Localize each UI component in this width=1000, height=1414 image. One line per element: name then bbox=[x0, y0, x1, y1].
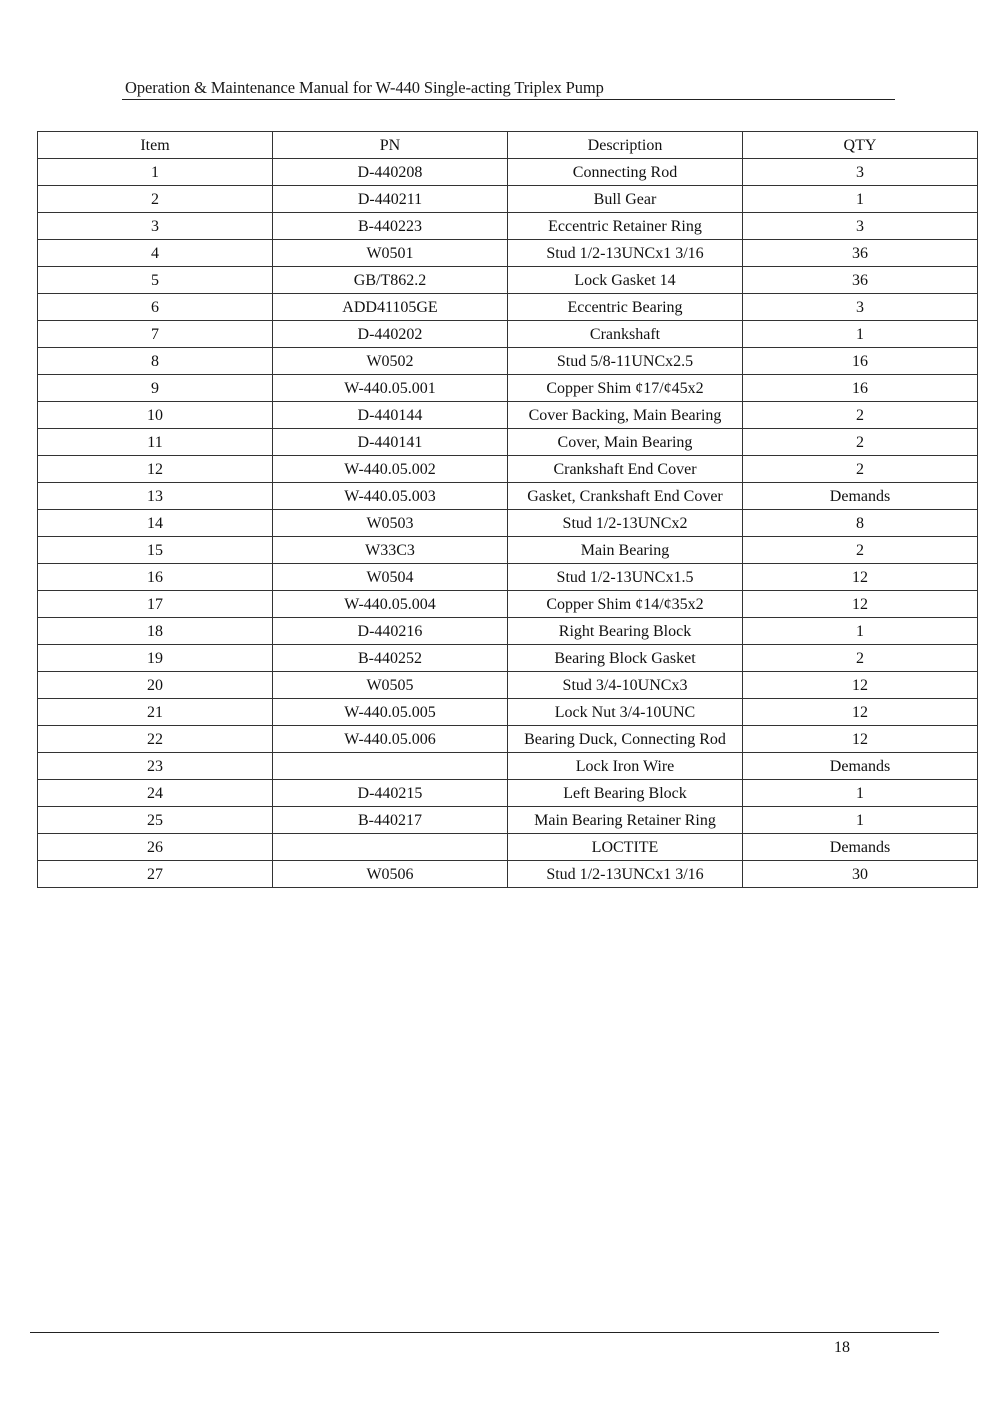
table-row bbox=[38, 753, 978, 780]
cell-qty: 2 bbox=[743, 456, 978, 483]
cell-description: Main Bearing Retainer Ring bbox=[508, 807, 743, 834]
cell-pn: D-440208 bbox=[273, 159, 508, 186]
cell-qty: 36 bbox=[743, 240, 978, 267]
cell-pn bbox=[273, 834, 508, 861]
cell-qty: 2 bbox=[743, 429, 978, 456]
table-row bbox=[38, 726, 978, 753]
cell-pn: ADD41105GE bbox=[273, 294, 508, 321]
table-row bbox=[38, 429, 978, 456]
cell-pn: D-440141 bbox=[273, 429, 508, 456]
cell-description: Bearing Block Gasket bbox=[508, 645, 743, 672]
cell-pn: W0505 bbox=[273, 672, 508, 699]
table-row bbox=[38, 645, 978, 672]
cell-item: 1 bbox=[38, 159, 273, 186]
cell-description: Connecting Rod bbox=[508, 159, 743, 186]
cell-item: 27 bbox=[38, 861, 273, 888]
column-header-qty: QTY bbox=[743, 132, 978, 159]
cell-pn: W-440.05.005 bbox=[273, 699, 508, 726]
table-row bbox=[38, 402, 978, 429]
cell-item: 14 bbox=[38, 510, 273, 537]
table-row bbox=[38, 861, 978, 888]
cell-item: 17 bbox=[38, 591, 273, 618]
cell-qty: 36 bbox=[743, 267, 978, 294]
table-row bbox=[38, 348, 978, 375]
table-row bbox=[38, 483, 978, 510]
cell-pn: D-440144 bbox=[273, 402, 508, 429]
cell-item: 20 bbox=[38, 672, 273, 699]
table-row bbox=[38, 564, 978, 591]
table-row bbox=[38, 186, 978, 213]
table-row bbox=[38, 672, 978, 699]
cell-description: Stud 5/8-11UNCx2.5 bbox=[508, 348, 743, 375]
cell-description: Bearing Duck, Connecting Rod bbox=[508, 726, 743, 753]
cell-description: Gasket, Crankshaft End Cover bbox=[508, 483, 743, 510]
cell-qty: Demands bbox=[743, 834, 978, 861]
cell-pn: W-440.05.003 bbox=[273, 483, 508, 510]
cell-qty: 8 bbox=[743, 510, 978, 537]
cell-item: 25 bbox=[38, 807, 273, 834]
table-row bbox=[38, 510, 978, 537]
cell-qty: 3 bbox=[743, 159, 978, 186]
cell-item: 3 bbox=[38, 213, 273, 240]
cell-qty: 12 bbox=[743, 726, 978, 753]
table-row bbox=[38, 591, 978, 618]
cell-item: 9 bbox=[38, 375, 273, 402]
cell-qty: 1 bbox=[743, 186, 978, 213]
cell-qty: 16 bbox=[743, 375, 978, 402]
table-row bbox=[38, 321, 978, 348]
cell-description: Lock Nut 3/4-10UNC bbox=[508, 699, 743, 726]
cell-pn: W0503 bbox=[273, 510, 508, 537]
cell-item: 5 bbox=[38, 267, 273, 294]
cell-item: 6 bbox=[38, 294, 273, 321]
cell-qty: 12 bbox=[743, 591, 978, 618]
cell-description: Crankshaft bbox=[508, 321, 743, 348]
footer-rule bbox=[30, 1332, 939, 1333]
table-row bbox=[38, 267, 978, 294]
cell-item: 10 bbox=[38, 402, 273, 429]
cell-description: Bull Gear bbox=[508, 186, 743, 213]
cell-item: 8 bbox=[38, 348, 273, 375]
cell-pn: D-440202 bbox=[273, 321, 508, 348]
parts-table-body bbox=[38, 159, 978, 888]
cell-qty: 3 bbox=[743, 213, 978, 240]
cell-description: Cover, Main Bearing bbox=[508, 429, 743, 456]
column-header-description: Description bbox=[508, 132, 743, 159]
cell-pn: D-440216 bbox=[273, 618, 508, 645]
column-header-pn: PN bbox=[273, 132, 508, 159]
cell-qty: 12 bbox=[743, 564, 978, 591]
cell-qty: 2 bbox=[743, 537, 978, 564]
cell-pn: D-440215 bbox=[273, 780, 508, 807]
cell-description: Lock Gasket 14 bbox=[508, 267, 743, 294]
cell-description: Main Bearing bbox=[508, 537, 743, 564]
cell-qty: 12 bbox=[743, 699, 978, 726]
table-row bbox=[38, 807, 978, 834]
cell-item: 7 bbox=[38, 321, 273, 348]
cell-item: 12 bbox=[38, 456, 273, 483]
cell-description: Left Bearing Block bbox=[508, 780, 743, 807]
table-row bbox=[38, 456, 978, 483]
cell-description: Cover Backing, Main Bearing bbox=[508, 402, 743, 429]
cell-description: Crankshaft End Cover bbox=[508, 456, 743, 483]
cell-pn: W0502 bbox=[273, 348, 508, 375]
cell-description: Eccentric Bearing bbox=[508, 294, 743, 321]
cell-qty: 30 bbox=[743, 861, 978, 888]
table-row bbox=[38, 294, 978, 321]
parts-table bbox=[37, 131, 978, 888]
cell-item: 18 bbox=[38, 618, 273, 645]
cell-description: Stud 1/2-13UNCx1 3/16 bbox=[508, 240, 743, 267]
table-row bbox=[38, 834, 978, 861]
cell-description: Copper Shim ¢14/¢35x2 bbox=[508, 591, 743, 618]
running-header-title: Operation & Maintenance Manual for W-440 Single-acting Triplex Pump bbox=[125, 78, 604, 97]
cell-qty: 1 bbox=[743, 321, 978, 348]
cell-item: 13 bbox=[38, 483, 273, 510]
table-row bbox=[38, 213, 978, 240]
table-row bbox=[38, 780, 978, 807]
table-row bbox=[38, 240, 978, 267]
cell-item: 11 bbox=[38, 429, 273, 456]
column-header-item: Item bbox=[38, 132, 273, 159]
cell-item: 16 bbox=[38, 564, 273, 591]
cell-pn: B-440252 bbox=[273, 645, 508, 672]
cell-description: Stud 1/2-13UNCx1 3/16 bbox=[508, 861, 743, 888]
cell-item: 22 bbox=[38, 726, 273, 753]
cell-description: Stud 1/2-13UNCx1.5 bbox=[508, 564, 743, 591]
cell-qty: 1 bbox=[743, 618, 978, 645]
cell-qty: 12 bbox=[743, 672, 978, 699]
cell-qty: 2 bbox=[743, 645, 978, 672]
cell-pn: D-440211 bbox=[273, 186, 508, 213]
cell-description: LOCTITE bbox=[508, 834, 743, 861]
table-header-row bbox=[38, 132, 978, 159]
cell-pn: W33C3 bbox=[273, 537, 508, 564]
table-row bbox=[38, 375, 978, 402]
cell-qty: Demands bbox=[743, 483, 978, 510]
cell-pn: B-440223 bbox=[273, 213, 508, 240]
cell-item: 19 bbox=[38, 645, 273, 672]
cell-pn: W0501 bbox=[273, 240, 508, 267]
cell-item: 24 bbox=[38, 780, 273, 807]
cell-pn bbox=[273, 753, 508, 780]
cell-qty: 1 bbox=[743, 780, 978, 807]
header-rule bbox=[122, 99, 895, 100]
table-row bbox=[38, 699, 978, 726]
cell-item: 21 bbox=[38, 699, 273, 726]
table-row bbox=[38, 618, 978, 645]
cell-pn: W-440.05.002 bbox=[273, 456, 508, 483]
cell-description: Right Bearing Block bbox=[508, 618, 743, 645]
cell-description: Eccentric Retainer Ring bbox=[508, 213, 743, 240]
cell-item: 15 bbox=[38, 537, 273, 564]
page-number: 18 bbox=[834, 1339, 850, 1356]
cell-pn: W-440.05.001 bbox=[273, 375, 508, 402]
cell-item: 2 bbox=[38, 186, 273, 213]
table-row bbox=[38, 159, 978, 186]
cell-qty: 16 bbox=[743, 348, 978, 375]
cell-pn: B-440217 bbox=[273, 807, 508, 834]
cell-description: Lock Iron Wire bbox=[508, 753, 743, 780]
table-row bbox=[38, 537, 978, 564]
cell-qty: 2 bbox=[743, 402, 978, 429]
cell-pn: GB/T862.2 bbox=[273, 267, 508, 294]
cell-description: Stud 3/4-10UNCx3 bbox=[508, 672, 743, 699]
cell-description: Copper Shim ¢17/¢45x2 bbox=[508, 375, 743, 402]
cell-item: 26 bbox=[38, 834, 273, 861]
cell-pn: W-440.05.006 bbox=[273, 726, 508, 753]
cell-qty: 1 bbox=[743, 807, 978, 834]
cell-pn: W0504 bbox=[273, 564, 508, 591]
cell-qty: 3 bbox=[743, 294, 978, 321]
cell-pn: W0506 bbox=[273, 861, 508, 888]
cell-pn: W-440.05.004 bbox=[273, 591, 508, 618]
cell-item: 4 bbox=[38, 240, 273, 267]
cell-description: Stud 1/2-13UNCx2 bbox=[508, 510, 743, 537]
cell-item: 23 bbox=[38, 753, 273, 780]
cell-qty: Demands bbox=[743, 753, 978, 780]
